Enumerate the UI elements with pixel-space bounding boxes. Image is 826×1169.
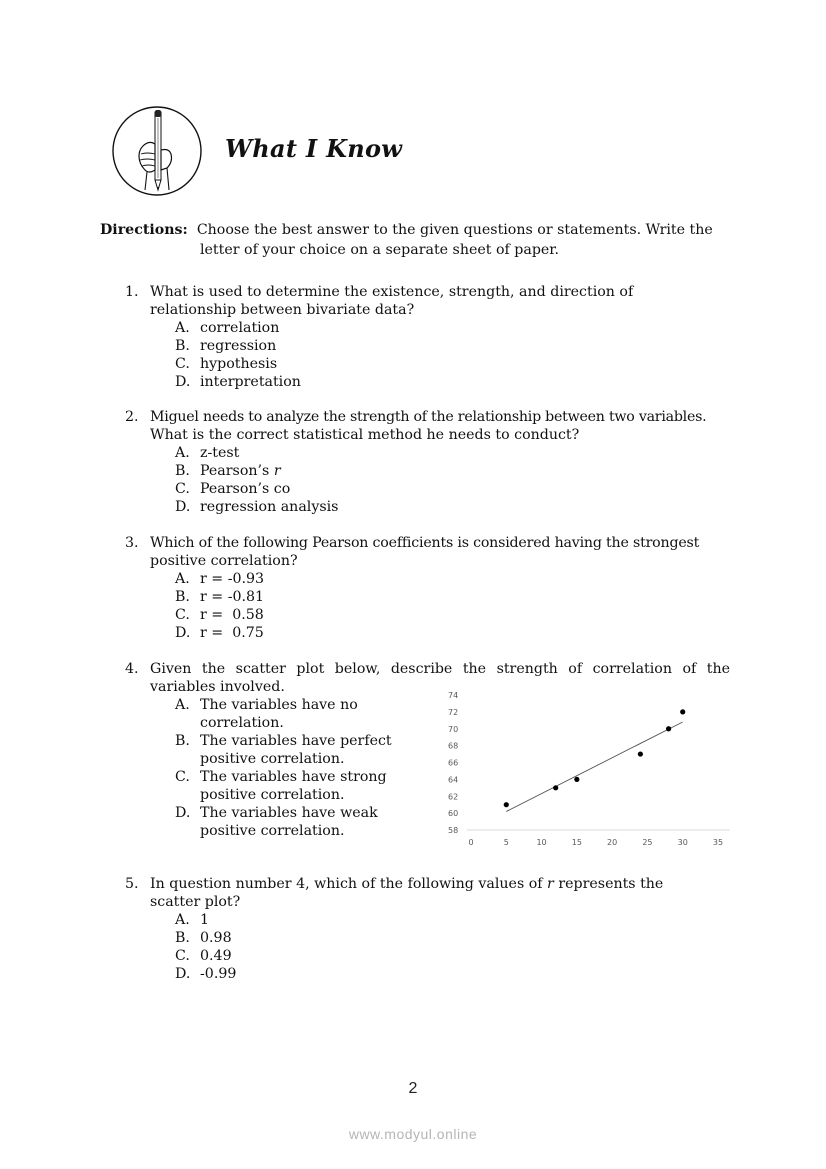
option-letter: A.	[175, 445, 190, 461]
stem-line: Given the scatter plot below, describe the strength of correlation of the	[150, 661, 730, 677]
stem-line: What is used to determine the existence, strength, and direction of	[150, 284, 634, 300]
option-letter: D.	[175, 374, 191, 390]
option-d[interactable]	[175, 498, 730, 516]
option-letter: C.	[175, 481, 190, 497]
option-letter: C.	[175, 607, 190, 623]
trendline	[506, 722, 682, 811]
options-list	[125, 570, 730, 642]
option-text: -0.99	[200, 966, 237, 982]
option-text: r = -0.93	[200, 571, 265, 587]
option-letter: B.	[175, 733, 190, 749]
option-a[interactable]	[175, 444, 730, 462]
question-1	[125, 283, 730, 391]
option-c[interactable]	[175, 606, 730, 624]
options-list	[125, 911, 730, 983]
data-point	[553, 785, 558, 790]
stem-line: variables involved.	[150, 679, 285, 695]
options-list	[125, 319, 730, 391]
option-text: hypothesis	[200, 356, 278, 372]
y-tick-label: 66	[448, 758, 459, 768]
option-text: The variables have perfect	[200, 733, 392, 749]
y-tick-label: 70	[448, 724, 459, 734]
option-text: r = 0.75	[200, 625, 264, 641]
scatter-plot	[440, 685, 732, 850]
option-letter: B.	[175, 930, 190, 946]
directions-label: Directions:	[100, 222, 188, 238]
y-tick-label: 62	[448, 792, 459, 802]
option-letter: B.	[175, 463, 190, 479]
question-stem	[150, 408, 730, 444]
option-text: The variables have strong	[200, 769, 387, 785]
y-tick-label: 68	[448, 741, 459, 751]
stem-text: represents the	[553, 876, 664, 892]
x-tick-label: 20	[607, 838, 618, 847]
question-number: 5.	[125, 876, 139, 892]
question-5	[125, 875, 730, 983]
option-letter: D.	[175, 805, 191, 821]
watermark: www.modyul.online	[348, 1126, 478, 1142]
option-c[interactable]	[175, 480, 730, 498]
option-text: r = -0.81	[200, 589, 265, 605]
question-number: 4.	[125, 661, 139, 677]
option-text: interpretation	[200, 374, 301, 390]
data-point	[680, 709, 685, 714]
option-text: 0.49	[200, 948, 232, 964]
y-tick-label: 72	[448, 707, 459, 717]
option-letter: C.	[175, 769, 190, 785]
option-letter: B.	[175, 338, 190, 354]
option-b[interactable]	[175, 588, 730, 606]
stem-line: What is the correct statistical method he needs to conduct?	[150, 427, 580, 443]
option-letter: B.	[175, 589, 190, 605]
option-text: The variables have weak	[200, 805, 378, 821]
option-letter: D.	[175, 625, 191, 641]
stem-line: Miguel needs to analyze the strength of the relationship between two variables.	[150, 409, 707, 425]
option-letter: C.	[175, 356, 190, 372]
option-c[interactable]	[175, 947, 730, 965]
stem-text: In question number 4, which of the following values of	[150, 876, 548, 892]
option-a[interactable]	[175, 319, 730, 337]
option-text: regression analysis	[200, 499, 339, 515]
question-stem	[150, 534, 730, 570]
stem-line: scatter plot?	[150, 894, 241, 910]
option-b[interactable]	[175, 732, 415, 768]
option-letter: D.	[175, 499, 191, 515]
option-letter: A.	[175, 571, 190, 587]
option-text: positive correlation.	[200, 787, 345, 803]
option-text: regression	[200, 338, 277, 354]
y-tick-label: 74	[448, 691, 459, 700]
option-b[interactable]	[175, 462, 730, 480]
option-text: r = 0.58	[200, 607, 264, 623]
question-number: 2.	[125, 409, 139, 425]
stem-text-italic: r	[547, 876, 554, 892]
stem-line: relationship between bivariate data?	[150, 302, 415, 318]
option-letter: C.	[175, 948, 190, 964]
y-tick-label: 64	[448, 775, 459, 785]
option-text: positive correlation.	[200, 751, 345, 767]
data-point	[638, 751, 643, 756]
x-tick-label: 0	[468, 838, 474, 847]
x-tick-label: 30	[677, 838, 688, 847]
options-list	[125, 444, 730, 516]
option-letter: A.	[175, 697, 190, 713]
question-number: 3.	[125, 535, 139, 551]
x-tick-label: 15	[571, 838, 582, 847]
option-text-italic: r	[273, 463, 281, 479]
option-letter: A.	[175, 320, 190, 336]
y-tick-label: 60	[448, 809, 459, 819]
y-tick-label: 58	[448, 826, 459, 835]
x-tick-label: 5	[503, 838, 509, 847]
option-a[interactable]	[175, 911, 730, 929]
section-title: What I Know	[225, 134, 403, 163]
stem-line: positive correlation?	[150, 553, 298, 569]
option-d[interactable]	[175, 373, 730, 391]
option-d[interactable]	[175, 624, 730, 642]
option-text: z-test	[200, 445, 240, 461]
option-a[interactable]	[175, 570, 730, 588]
option-d[interactable]	[175, 965, 730, 983]
page-number: 2	[408, 1080, 418, 1097]
data-points	[504, 709, 686, 807]
option-b[interactable]	[175, 929, 730, 947]
option-text: positive correlation.	[200, 823, 345, 839]
options-list	[125, 696, 415, 840]
x-tick-label: 35	[712, 838, 724, 847]
option-text: 1	[200, 912, 210, 928]
option-text: correlation.	[200, 715, 284, 731]
data-point	[666, 726, 671, 731]
stem-line	[150, 875, 730, 893]
option-c[interactable]	[175, 768, 415, 804]
option-text: Pearson’s	[200, 463, 274, 479]
directions-text-line1: Choose the best answer to the given questions or statements. Write the	[196, 222, 713, 238]
directions-text-line2: letter of your choice on a separate sheet of paper.	[200, 242, 560, 258]
data-point	[504, 802, 509, 807]
option-text: The variables have no	[200, 697, 358, 713]
option-a[interactable]	[175, 696, 415, 732]
question-number: 1.	[125, 284, 139, 300]
directions	[100, 220, 740, 260]
option-text: correlation	[200, 320, 280, 336]
x-tick-label: 10	[536, 838, 547, 847]
option-c[interactable]	[175, 355, 730, 373]
y-tick-labels	[448, 691, 458, 835]
option-text: Pearson’s co	[200, 481, 291, 497]
question-3	[125, 534, 730, 642]
stem-line: Which of the following Pearson coefficients is considered having the strongest	[150, 535, 700, 551]
question-2	[125, 408, 730, 516]
option-d[interactable]	[175, 804, 415, 840]
x-tick-label: 25	[642, 838, 653, 847]
option-letter: D.	[175, 966, 191, 982]
x-tick-labels	[468, 838, 723, 847]
option-b[interactable]	[175, 337, 730, 355]
question-stem	[150, 875, 730, 911]
pencil-in-hand-icon	[111, 104, 205, 198]
option-letter: A.	[175, 912, 190, 928]
question-stem	[150, 283, 730, 319]
data-point	[574, 777, 579, 782]
option-text: 0.98	[200, 930, 232, 946]
